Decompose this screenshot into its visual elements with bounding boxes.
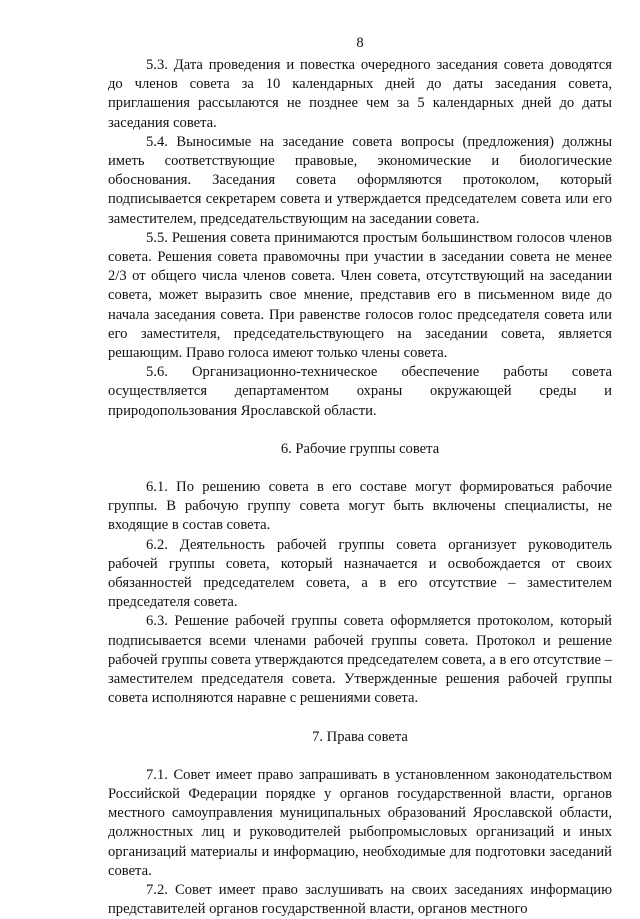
page-number: 8 — [356, 35, 364, 51]
paragraph-6-2: 6.2. Деятельность рабочей группы совета организует руководитель рабочей группы совета, который назначается и освобождается от своих обязанностей председателем совета, а в его отсутствие – заместителем председателя совета. — [108, 536, 612, 611]
paragraph-7-1: 7.1. Совет имеет право запрашивать в установленном законодательством Российской Федерации порядке у органов государственной власти, органов местного самоуправления муниципальных образований Ярославской области, должностных лиц и руководителей рыбопромысловых организаций и иных организаций материалы и информацию, необходимые для подготовки заседаний совета. — [108, 766, 612, 879]
section-7-heading: 7. Права совета — [312, 728, 408, 745]
paragraph-7-2: 7.2. Совет имеет право заслушивать на своих заседаниях информацию представителей органов государственной власти, органов местного — [108, 881, 612, 918]
paragraph-5-6: 5.6. Организационно-техническое обеспечение работы совета осуществляется департаментом охраны окружающей среды и природопользования Ярославской области. — [108, 364, 612, 419]
paragraph-5-4: 5.4. Выносимые на заседание совета вопросы (предложения) должны иметь соответствующие правовые, экономические и биологические обоснования. Заседания совета оформляются протоколом, который подписывается секретарем совета и утверждается председателем совета или его заместителем, председательствующим на заседании совета. — [108, 133, 612, 227]
paragraph-5-3: 5.3. Дата проведения и повестка очередного заседания совета доводятся до членов совета за 10 календарных дней до даты заседания совета, приглашения рассылаются не позднее чем за 5 календарных дней до даты заседания совета. — [108, 57, 612, 131]
paragraph-6-1: 6.1. По решению совета в его составе могут формироваться рабочие группы. В рабочую группу совета могут быть включены специалисты, не входящие в состав совета. — [108, 479, 612, 534]
section-6-heading: 6. Рабочие группы совета — [280, 440, 440, 457]
document-page — [108, 34, 612, 919]
paragraph-6-3: 6.3. Решение рабочей группы совета оформляется протоколом, который подписывается всеми членами рабочей группы совета. Протокол и решение рабочей группы совета утверждаются председателем совета, а в его отсутствие – заместителем председателя совета. Утвержденные решения рабочей группы совета исполняются наравне с решениями совета. — [108, 613, 612, 707]
paragraph-5-5: 5.5. Решения совета принимаются простым большинством голосов членов совета. Решения совета правомочны при участии в заседании совета не менее 2/3 от общего числа членов совета. Член совета, отсутствующий на заседании совета, может выразить свое мнение, представив его в письменном виде до начала заседания совета. При равенстве голосов голос председателя совета или его заместителя, председательствующего на заседании совета, является решающим. Право голоса имеют только члены совета. — [108, 229, 612, 362]
